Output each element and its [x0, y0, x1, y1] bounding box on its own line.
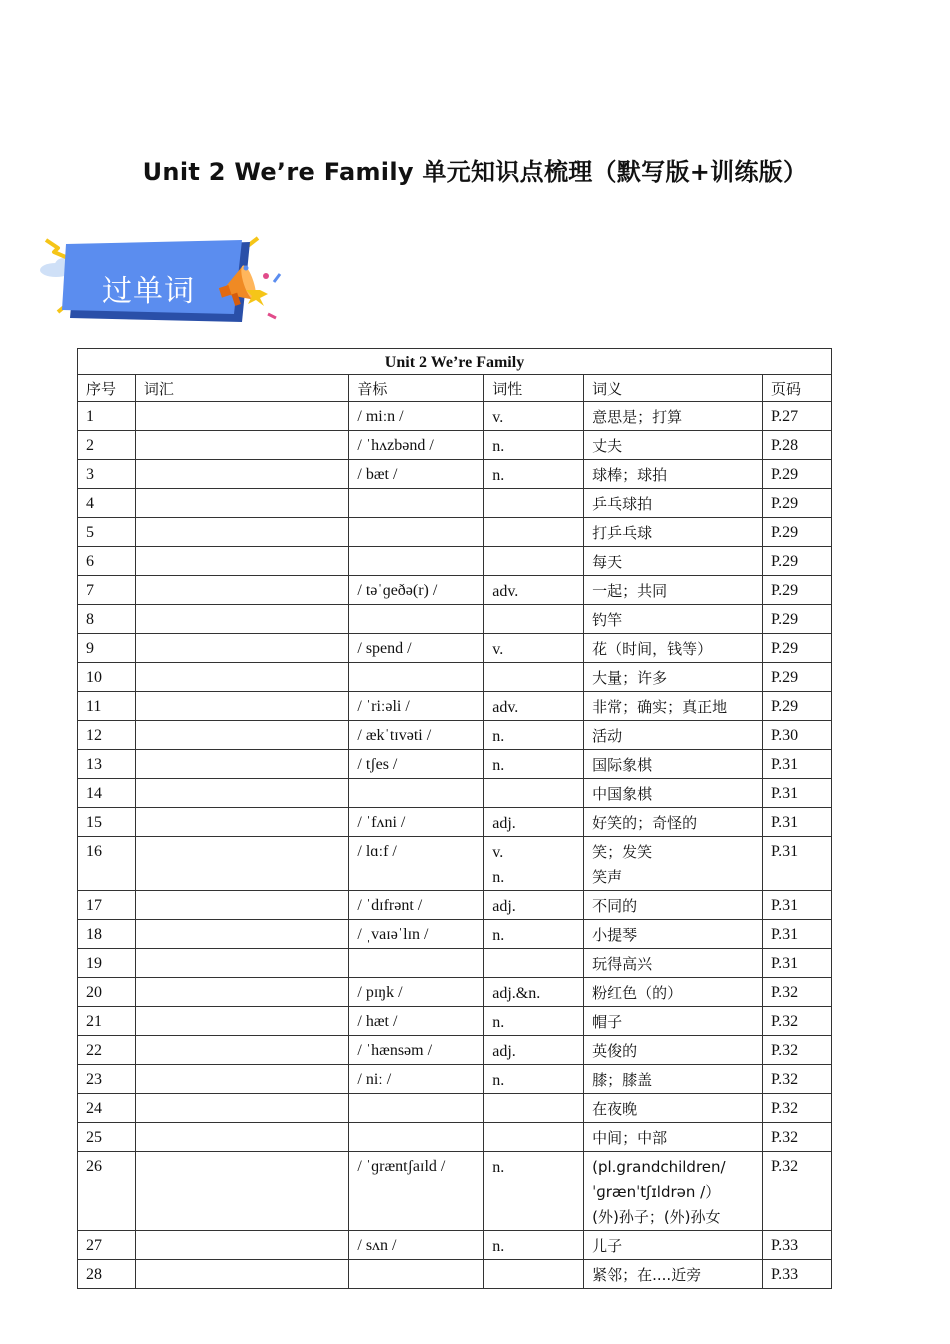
- row-page: P.31: [763, 920, 832, 949]
- row-part-of-speech: [484, 547, 584, 576]
- meaning-line: 笑声: [592, 868, 623, 886]
- table-row: [78, 605, 832, 634]
- table-row: [78, 920, 832, 949]
- table-row: [78, 721, 832, 750]
- row-part-of-speech: [484, 1094, 584, 1123]
- row-number: 15: [78, 808, 136, 837]
- meaning-line: 中间；中部: [592, 1129, 668, 1147]
- part-of-speech-line: n.: [492, 438, 505, 455]
- row-phonetic: / lɑːf /: [349, 837, 484, 891]
- table-row: [78, 402, 832, 431]
- meaning-line: 一起；共同: [592, 582, 668, 600]
- row-number: 14: [78, 779, 136, 808]
- table-row: [78, 1094, 832, 1123]
- row-number: 10: [78, 663, 136, 692]
- row-number: 21: [78, 1007, 136, 1036]
- header-meaning: 词义: [584, 375, 763, 402]
- part-of-speech-line: adv.: [492, 583, 519, 600]
- table-row: [78, 489, 832, 518]
- row-meaning: [584, 663, 763, 692]
- row-page: P.29: [763, 489, 832, 518]
- page-title: Unit 2 We’re Family 单元知识点梳理（默写版+训练版）: [142, 158, 808, 186]
- row-part-of-speech: [484, 576, 584, 605]
- word-blank[interactable]: [135, 1231, 348, 1260]
- meaning-line: 玩得高兴: [592, 955, 653, 973]
- row-page: P.32: [763, 978, 832, 1007]
- row-meaning: [584, 808, 763, 837]
- row-phonetic: / ˈfʌni /: [349, 808, 484, 837]
- row-page: P.33: [763, 1231, 832, 1260]
- row-part-of-speech: [484, 1231, 584, 1260]
- row-phonetic: [349, 489, 484, 518]
- row-meaning: [584, 1260, 763, 1289]
- part-of-speech-line: n.: [492, 757, 505, 774]
- meaning-line: 球棒；球拍: [592, 466, 668, 484]
- row-phonetic: [349, 605, 484, 634]
- row-part-of-speech: [484, 663, 584, 692]
- part-of-speech-line: adj.: [492, 815, 516, 832]
- word-blank[interactable]: [135, 489, 348, 518]
- table-row: [78, 431, 832, 460]
- row-page: P.31: [763, 779, 832, 808]
- row-part-of-speech: [484, 518, 584, 547]
- row-phonetic: / ˈriːəli /: [349, 692, 484, 721]
- word-blank[interactable]: [135, 547, 348, 576]
- row-meaning: [584, 1152, 763, 1231]
- row-meaning: [584, 721, 763, 750]
- row-part-of-speech: [484, 1065, 584, 1094]
- meaning-line: 国际象棋: [592, 756, 653, 774]
- row-phonetic: / sʌn /: [349, 1231, 484, 1260]
- row-number: 18: [78, 920, 136, 949]
- table-row: [78, 634, 832, 663]
- banner-label: 过单词: [102, 274, 195, 309]
- meaning-line: 英俊的: [592, 1042, 638, 1060]
- meaning-line: 小提琴: [592, 926, 638, 944]
- row-part-of-speech: [484, 891, 584, 920]
- table-row: [78, 891, 832, 920]
- word-blank[interactable]: [135, 605, 348, 634]
- meaning-line: 钓竿: [592, 611, 623, 629]
- section-banner: [36, 234, 286, 330]
- row-meaning: [584, 920, 763, 949]
- meaning-line: 帽子: [592, 1013, 623, 1031]
- row-number: 16: [78, 837, 136, 891]
- row-page: P.29: [763, 460, 832, 489]
- part-of-speech-line: n.: [492, 1238, 505, 1255]
- row-meaning: [584, 460, 763, 489]
- row-part-of-speech: [484, 750, 584, 779]
- row-number: 8: [78, 605, 136, 634]
- table-row: [78, 460, 832, 489]
- meaning-line: 活动: [592, 727, 623, 745]
- row-number: 26: [78, 1152, 136, 1231]
- row-meaning: [584, 779, 763, 808]
- table-row: [78, 837, 832, 891]
- row-part-of-speech: [484, 460, 584, 489]
- word-blank[interactable]: [135, 663, 348, 692]
- word-blank[interactable]: [135, 431, 348, 460]
- part-of-speech-line: v.: [492, 409, 504, 426]
- row-meaning: [584, 1007, 763, 1036]
- part-of-speech-line: adv.: [492, 699, 519, 716]
- row-number: 4: [78, 489, 136, 518]
- part-of-speech-line: n.: [492, 467, 505, 484]
- row-page: P.31: [763, 949, 832, 978]
- word-blank[interactable]: [135, 808, 348, 837]
- row-page: P.31: [763, 750, 832, 779]
- table-row: [78, 1260, 832, 1289]
- part-of-speech-line: n.: [492, 1014, 505, 1031]
- row-meaning: [584, 837, 763, 891]
- row-number: 2: [78, 431, 136, 460]
- table-row: [78, 779, 832, 808]
- header-word: 词汇: [135, 375, 348, 402]
- word-blank[interactable]: [135, 1065, 348, 1094]
- vocabulary-table: [77, 348, 832, 1289]
- row-page: P.30: [763, 721, 832, 750]
- word-blank[interactable]: [135, 402, 348, 431]
- row-phonetic: [349, 779, 484, 808]
- meaning-line: 丈夫: [592, 437, 623, 455]
- part-of-speech-line: adj.&n.: [492, 985, 541, 1002]
- row-number: 1: [78, 402, 136, 431]
- row-meaning: [584, 431, 763, 460]
- meaning-line: 乒乓球拍: [592, 495, 653, 513]
- meaning-line: 儿子: [592, 1237, 623, 1255]
- row-part-of-speech: [484, 837, 584, 891]
- row-page: P.32: [763, 1036, 832, 1065]
- row-phonetic: / spend /: [349, 634, 484, 663]
- row-page: P.31: [763, 808, 832, 837]
- row-page: P.32: [763, 1123, 832, 1152]
- row-meaning: [584, 1036, 763, 1065]
- word-blank[interactable]: [135, 576, 348, 605]
- part-of-speech-line: adj.: [492, 898, 516, 915]
- row-part-of-speech: [484, 489, 584, 518]
- row-page: P.33: [763, 1260, 832, 1289]
- row-part-of-speech: [484, 808, 584, 837]
- meaning-line: 意思是；打算: [592, 408, 683, 426]
- row-phonetic: / bæt /: [349, 460, 484, 489]
- row-page: P.29: [763, 663, 832, 692]
- row-part-of-speech: [484, 1007, 584, 1036]
- word-blank[interactable]: [135, 1123, 348, 1152]
- table-body: [78, 402, 832, 1289]
- header-phonetic: 音标: [349, 375, 484, 402]
- row-number: 13: [78, 750, 136, 779]
- meaning-line: 每天: [592, 553, 623, 571]
- row-page: P.32: [763, 1065, 832, 1094]
- word-blank[interactable]: [135, 1152, 348, 1231]
- row-number: 24: [78, 1094, 136, 1123]
- meaning-line: 紧邻；在....近旁: [592, 1266, 702, 1284]
- part-of-speech-line: adj.: [492, 1043, 516, 1060]
- row-page: P.32: [763, 1094, 832, 1123]
- row-phonetic: [349, 663, 484, 692]
- word-blank[interactable]: [135, 1036, 348, 1065]
- row-page: P.27: [763, 402, 832, 431]
- row-number: 5: [78, 518, 136, 547]
- row-number: 6: [78, 547, 136, 576]
- row-meaning: [584, 949, 763, 978]
- row-phonetic: [349, 1260, 484, 1289]
- row-phonetic: / tʃes /: [349, 750, 484, 779]
- row-number: 23: [78, 1065, 136, 1094]
- meaning-line: 粉红色（的）: [592, 984, 683, 1002]
- row-phonetic: [349, 518, 484, 547]
- part-of-speech-line: n.: [492, 1072, 505, 1089]
- row-part-of-speech: [484, 1152, 584, 1231]
- row-number: 20: [78, 978, 136, 1007]
- row-phonetic: / niː /: [349, 1065, 484, 1094]
- row-number: 27: [78, 1231, 136, 1260]
- row-number: 28: [78, 1260, 136, 1289]
- row-number: 3: [78, 460, 136, 489]
- row-phonetic: / ˈhʌzbənd /: [349, 431, 484, 460]
- row-page: P.29: [763, 576, 832, 605]
- word-blank[interactable]: [135, 692, 348, 721]
- row-meaning: [584, 1123, 763, 1152]
- row-phonetic: / hæt /: [349, 1007, 484, 1036]
- meaning-line: (pl.grandchildren/: [592, 1158, 726, 1176]
- row-phonetic: / pɪŋk /: [349, 978, 484, 1007]
- table-row: [78, 1123, 832, 1152]
- word-blank[interactable]: [135, 891, 348, 920]
- row-meaning: [584, 1065, 763, 1094]
- table-header-row: [78, 375, 832, 402]
- row-meaning: [584, 891, 763, 920]
- row-page: P.29: [763, 692, 832, 721]
- row-meaning: [584, 750, 763, 779]
- table-row: [78, 1152, 832, 1231]
- part-of-speech-line: n.: [492, 869, 505, 886]
- meaning-line: 大量；许多: [592, 669, 668, 687]
- meaning-line: 笑；发笑: [592, 843, 653, 861]
- meaning-line: (外)孙子；(外)孙女: [592, 1208, 721, 1226]
- meaning-line: 中国象棋: [592, 785, 653, 803]
- row-meaning: [584, 402, 763, 431]
- table-row: [78, 547, 832, 576]
- row-page: P.29: [763, 518, 832, 547]
- table-row: [78, 949, 832, 978]
- row-part-of-speech: [484, 1260, 584, 1289]
- row-part-of-speech: [484, 402, 584, 431]
- word-blank[interactable]: [135, 518, 348, 547]
- part-of-speech-line: v.: [492, 641, 504, 658]
- row-meaning: [584, 978, 763, 1007]
- row-phonetic: / təˈɡeðə(r) /: [349, 576, 484, 605]
- table-row: [78, 518, 832, 547]
- row-phonetic: / ˌvaɪəˈlɪn /: [349, 920, 484, 949]
- row-page: P.32: [763, 1152, 832, 1231]
- row-phonetic: [349, 547, 484, 576]
- row-number: 19: [78, 949, 136, 978]
- header-part-of-speech: 词性: [484, 375, 584, 402]
- header-number: 序号: [78, 375, 136, 402]
- row-part-of-speech: [484, 431, 584, 460]
- meaning-line: ˈɡrænˈtʃɪldrən /）: [592, 1183, 721, 1201]
- table-row: [78, 1036, 832, 1065]
- row-number: 22: [78, 1036, 136, 1065]
- row-number: 11: [78, 692, 136, 721]
- table-row: [78, 692, 832, 721]
- row-meaning: [584, 634, 763, 663]
- word-blank[interactable]: [135, 978, 348, 1007]
- row-phonetic: / miːn /: [349, 402, 484, 431]
- row-part-of-speech: [484, 920, 584, 949]
- row-meaning: [584, 1094, 763, 1123]
- row-meaning: [584, 692, 763, 721]
- row-number: 12: [78, 721, 136, 750]
- row-phonetic: / ˈhænsəm /: [349, 1036, 484, 1065]
- row-phonetic: [349, 949, 484, 978]
- meaning-line: 好笑的；奇怪的: [592, 814, 698, 832]
- meaning-line: 在夜晚: [592, 1100, 638, 1118]
- word-blank[interactable]: [135, 1094, 348, 1123]
- part-of-speech-line: n.: [492, 728, 505, 745]
- row-phonetic: / ˈɡræntʃaɪld /: [349, 1152, 484, 1231]
- meaning-line: 打乒乓球: [592, 524, 653, 542]
- row-page: P.28: [763, 431, 832, 460]
- part-of-speech-line: n.: [492, 927, 505, 944]
- row-meaning: [584, 547, 763, 576]
- row-meaning: [584, 518, 763, 547]
- row-meaning: [584, 576, 763, 605]
- word-blank[interactable]: [135, 779, 348, 808]
- row-page: P.32: [763, 1007, 832, 1036]
- word-blank[interactable]: [135, 721, 348, 750]
- table-row: [78, 1007, 832, 1036]
- meaning-line: 花（时间，钱等）: [592, 640, 713, 658]
- meaning-line: 不同的: [592, 897, 638, 915]
- table-row: [78, 1065, 832, 1094]
- header-page: 页码: [763, 375, 832, 402]
- row-number: 9: [78, 634, 136, 663]
- row-page: P.31: [763, 891, 832, 920]
- word-blank[interactable]: [135, 920, 348, 949]
- row-phonetic: [349, 1123, 484, 1152]
- row-phonetic: / ækˈtɪvəti /: [349, 721, 484, 750]
- row-meaning: [584, 489, 763, 518]
- table-caption-row: [78, 349, 832, 375]
- meaning-line: 非常；确实；真正地: [592, 698, 728, 716]
- row-number: 17: [78, 891, 136, 920]
- word-blank[interactable]: [135, 1007, 348, 1036]
- row-part-of-speech: [484, 692, 584, 721]
- word-blank[interactable]: [135, 837, 348, 891]
- row-phonetic: [349, 1094, 484, 1123]
- row-part-of-speech: [484, 721, 584, 750]
- word-blank[interactable]: [135, 949, 348, 978]
- row-number: 7: [78, 576, 136, 605]
- row-part-of-speech: [484, 1036, 584, 1065]
- row-part-of-speech: [484, 634, 584, 663]
- row-part-of-speech: [484, 949, 584, 978]
- row-page: P.29: [763, 547, 832, 576]
- row-meaning: [584, 605, 763, 634]
- table-row: [78, 1231, 832, 1260]
- row-part-of-speech: [484, 605, 584, 634]
- part-of-speech-line: v.: [492, 844, 504, 861]
- row-part-of-speech: [484, 1123, 584, 1152]
- word-blank[interactable]: [135, 634, 348, 663]
- word-blank[interactable]: [135, 460, 348, 489]
- row-phonetic: / ˈdɪfrənt /: [349, 891, 484, 920]
- row-part-of-speech: [484, 978, 584, 1007]
- row-number: 25: [78, 1123, 136, 1152]
- table-row: [78, 750, 832, 779]
- table-row: [78, 808, 832, 837]
- meaning-line: 膝；膝盖: [592, 1071, 653, 1089]
- row-page: P.31: [763, 837, 832, 891]
- word-blank[interactable]: [135, 750, 348, 779]
- table-row: [78, 978, 832, 1007]
- table-row: [78, 576, 832, 605]
- table-caption: Unit 2 We’re Family: [78, 349, 832, 375]
- row-page: P.29: [763, 605, 832, 634]
- part-of-speech-line: n.: [492, 1159, 505, 1176]
- row-page: P.29: [763, 634, 832, 663]
- row-part-of-speech: [484, 779, 584, 808]
- row-meaning: [584, 1231, 763, 1260]
- table-row: [78, 663, 832, 692]
- word-blank[interactable]: [135, 1260, 348, 1289]
